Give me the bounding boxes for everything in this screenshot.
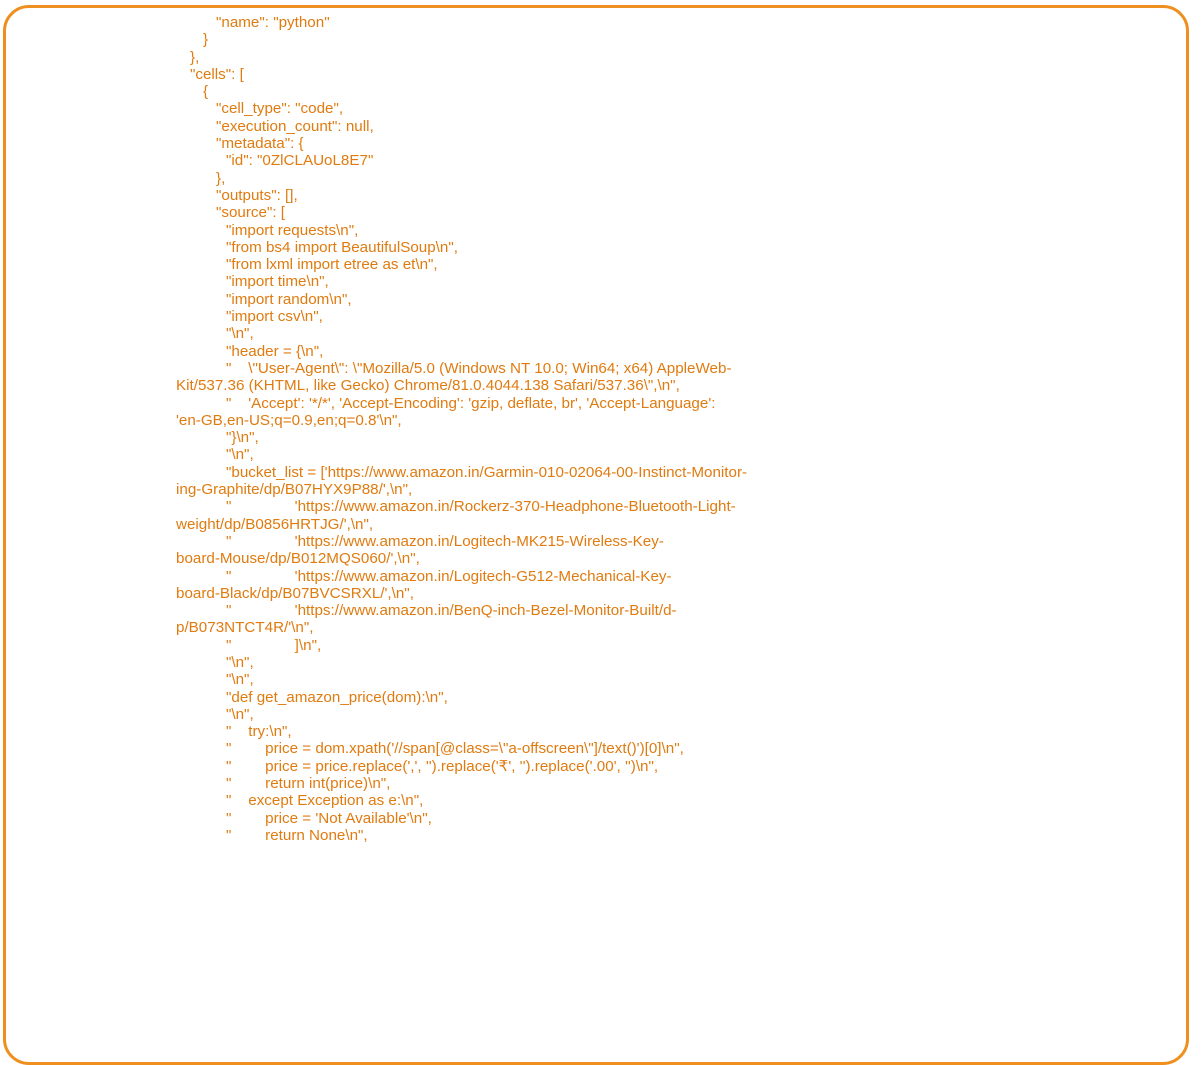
code-line: " \"User-Agent\": \"Mozilla/5.0 (Windows NT 10.0; Win64; x64) AppleWeb-: [226, 359, 732, 377]
code-line: " 'https://www.amazon.in/Logitech-MK215-Wireless-Key-: [226, 532, 664, 550]
code-line: " 'https://www.amazon.in/BenQ-inch-Bezel-Monitor-Built/d-: [226, 602, 677, 620]
code-line: " price = 'Not Available'\n",: [226, 809, 432, 827]
code-line: "def get_amazon_price(dom):\n",: [226, 688, 448, 706]
code-line: "source": [: [216, 204, 286, 222]
code-line: "\n",: [226, 671, 254, 689]
code-line: },: [190, 48, 200, 66]
code-line: "\n",: [226, 446, 254, 464]
code-line: " except Exception as e:\n",: [226, 792, 424, 810]
code-line: "\n",: [226, 325, 254, 343]
code-line: "\n",: [226, 653, 254, 671]
code-line: " price = dom.xpath('//span[@class=\"a-offscreen\"]/text()')[0]\n",: [226, 740, 684, 758]
code-line: "header = {\n",: [226, 342, 324, 360]
code-line: "import requests\n",: [226, 221, 359, 239]
code-line: 'en-GB,en-US;q=0.9,en;q=0.8'\n",: [176, 411, 402, 429]
code-line: " 'https://www.amazon.in/Rockerz-370-Headphone-Bluetooth-Light-: [226, 498, 736, 516]
code-line: Kit/537.36 (KHTML, like Gecko) Chrome/81.0.4044.138 Safari/537.36\",\n",: [176, 377, 680, 395]
code-line: "import time\n",: [226, 273, 329, 291]
code-line: " try:\n",: [226, 723, 292, 741]
code-listing: [0, 14, 1202, 844]
code-line: "name": "python": [216, 14, 330, 31]
code-line: " 'https://www.amazon.in/Logitech-G512-Mechanical-Key-: [226, 567, 672, 585]
code-line: "cells": [: [190, 65, 244, 83]
code-line: "bucket_list = ['https://www.amazon.in/Garmin-010-02064-00-Instinct-Monitor-: [226, 463, 748, 481]
code-line: " return None\n",: [226, 826, 368, 844]
code-line: }: [203, 31, 209, 49]
code-line: "outputs": [],: [216, 186, 298, 204]
code-line: " return int(price)\n",: [226, 775, 391, 793]
code-line: "\n",: [226, 705, 254, 723]
code-line: "from bs4 import BeautifulSoup\n",: [226, 238, 458, 256]
code-line: p/B073NTCT4R/'\n",: [176, 619, 314, 637]
code-line: "id": "0ZlCLAUoL8E7": [226, 152, 374, 170]
code-line: " 'Accept': '*/*', 'Accept-Encoding': 'gzip, deflate, br', 'Accept-Language':: [226, 394, 716, 412]
code-line: {: [203, 83, 209, 101]
code-line: board-Black/dp/B07BVCSRXL/',\n",: [176, 584, 414, 602]
code-line: weight/dp/B0856HRTJG/',\n",: [176, 515, 374, 533]
code-line: board-Mouse/dp/B012MQS060/',\n",: [176, 550, 420, 568]
code-line: "execution_count": null,: [216, 117, 374, 135]
code-line: "cell_type": "code",: [216, 100, 344, 118]
code-line: "metadata": {: [216, 135, 304, 153]
code-line: "from lxml import etree as et\n",: [226, 256, 438, 274]
code-line: "import random\n",: [226, 290, 352, 308]
code-line: ing-Graphite/dp/B07HYX9P88/',\n",: [176, 481, 413, 499]
code-line: "}\n",: [226, 429, 259, 447]
code-line: },: [216, 169, 226, 187]
code-line: " ]\n",: [226, 636, 322, 654]
code-line: " price = price.replace(',', '').replace('₹', '').replace('.00', '')\n",: [226, 757, 659, 775]
code-line: "import csv\n",: [226, 308, 323, 326]
